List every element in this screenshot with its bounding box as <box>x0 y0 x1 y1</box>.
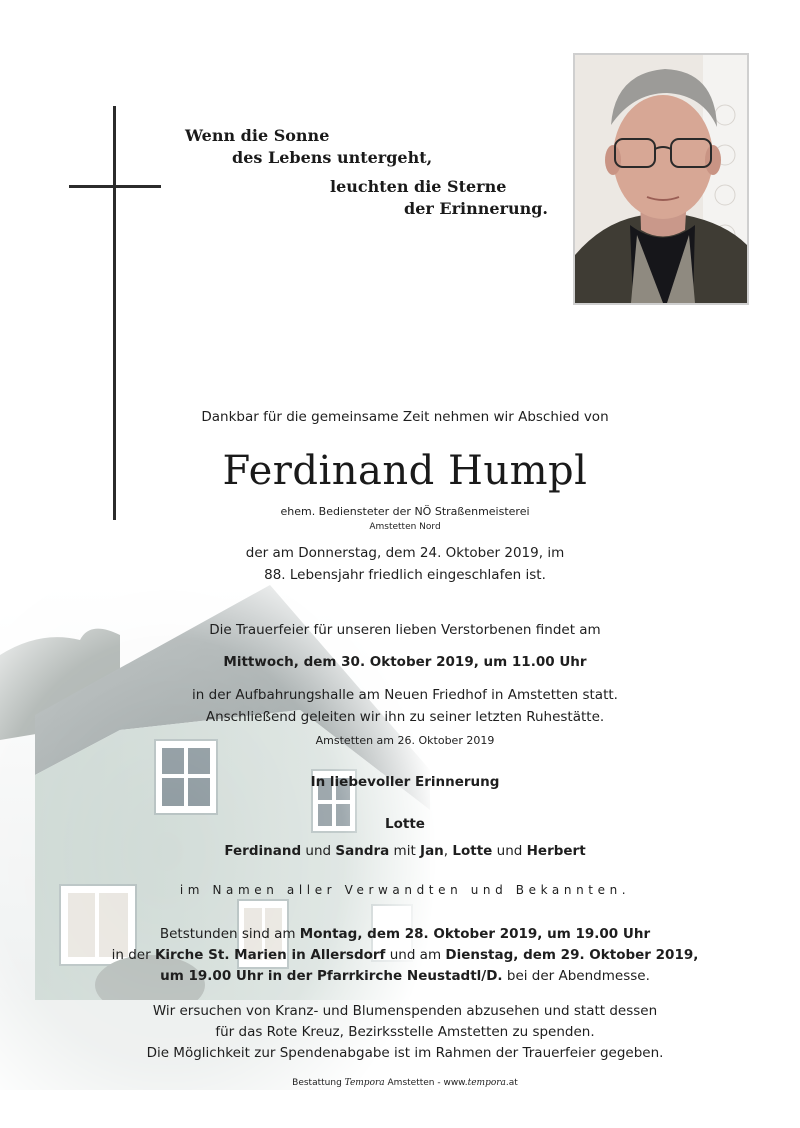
family-name-segment: Herbert <box>526 843 586 859</box>
prayer-line-3-segment: bei der Abendmesse. <box>502 968 650 984</box>
prayer-line-1-segment: Montag, dem 28. Oktober 2019, um 19.00 Uhr <box>299 926 651 942</box>
family-name-segment: Jan <box>420 843 444 859</box>
family-name-segment: Lotte <box>452 843 493 859</box>
family-name-segment: Ferdinand <box>224 843 302 859</box>
family-name-segment: Sandra <box>335 843 390 859</box>
prayer-line-2 <box>100 947 710 963</box>
footer-suffix: .at <box>505 1078 518 1088</box>
prayer-line-1 <box>100 926 710 942</box>
remembrance-heading: In liebevoller Erinnerung <box>310 774 500 790</box>
family-name-segment: mit <box>389 843 421 859</box>
donation-line-3: Die Möglichkeit zur Spendenabgabe ist im Rahmen der Trauerfeier gegeben. <box>146 1045 664 1061</box>
deceased-location: Amstetten Nord <box>369 522 441 532</box>
prayer-line-2-segment: Kirche St. Marien in Allersdorf <box>154 947 386 963</box>
prayer-line-2-segment: Dienstag, dem 29. Oktober 2019, <box>445 947 699 963</box>
portrait-photo <box>573 53 749 305</box>
prayer-line-2-segment: in der <box>111 947 155 963</box>
prayer-line-2-segment: und am <box>385 947 446 963</box>
death-notice-line-2: 88. Lebensjahr friedlich eingeschlafen ist. <box>264 567 546 583</box>
death-notice-line-1: der am Donnerstag, dem 24. Oktober 2019, im <box>245 545 565 561</box>
footer-middle: Amstetten - www. <box>384 1078 468 1088</box>
poem-line-4: der Erinnerung. <box>404 199 548 218</box>
donation-line-2: für das Rote Kreuz, Bezirksstelle Amstetten zu spenden. <box>215 1024 595 1040</box>
funeral-date: Mittwoch, dem 30. Oktober 2019, um 11.00 Uhr <box>223 654 587 670</box>
footer-domain-brand: tempora <box>467 1078 506 1088</box>
place-and-date: Amstetten am 26. Oktober 2019 <box>315 734 495 747</box>
relatives-line: im Namen aller Verwandten und Bekannten. <box>179 883 631 897</box>
spouse-name: Lotte <box>385 816 425 832</box>
family-names <box>100 843 710 859</box>
family-name-segment: , <box>443 843 453 859</box>
funeral-burial: Anschließend geleiten wir ihn zu seiner letzten Ruhestätte. <box>205 709 605 725</box>
donation-line-1: Wir ersuchen von Kranz- und Blumenspenden abzusehen und statt dessen <box>152 1003 658 1019</box>
poem-line-1: Wenn die Sonne <box>185 126 330 145</box>
footer-credit <box>100 1078 710 1088</box>
poem-line-3: leuchten die Sterne <box>330 177 507 196</box>
intro-text: Dankbar für die gemeinsame Zeit nehmen wir Abschied von <box>201 409 609 425</box>
cross-horizontal-bar <box>69 185 161 188</box>
prayer-line-3-segment: um 19.00 Uhr in der Pfarrkirche Neustadtl/D. <box>160 968 503 984</box>
footer-brand-logo: Tempora <box>344 1078 385 1088</box>
prayer-line-1-segment: Betstunden sind am <box>159 926 300 942</box>
funeral-location: in der Aufbahrungshalle am Neuen Friedhof in Amstetten statt. <box>192 687 618 703</box>
prayer-line-3 <box>100 968 710 984</box>
poem-line-2: des Lebens untergeht, <box>232 148 433 167</box>
footer-prefix: Bestattung <box>292 1078 345 1088</box>
deceased-name: Ferdinand Humpl <box>222 448 588 494</box>
family-name-segment: und <box>301 843 336 859</box>
deceased-occupation: ehem. Bediensteter der NÖ Straßenmeisterei <box>280 505 530 518</box>
family-name-segment: und <box>492 843 527 859</box>
funeral-intro: Die Trauerfeier für unseren lieben Verstorbenen findet am <box>209 622 601 638</box>
